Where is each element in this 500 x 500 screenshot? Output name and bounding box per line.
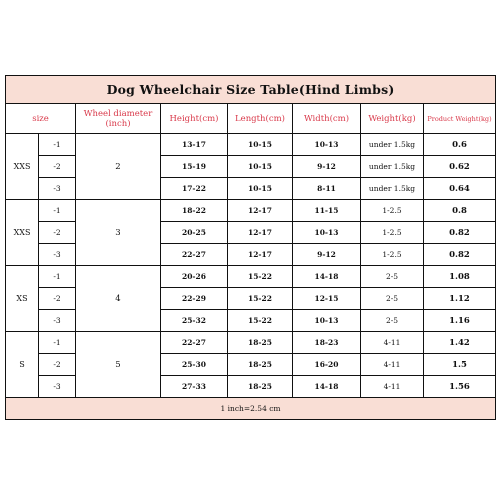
weight-cell: 1-2.5	[361, 200, 424, 222]
width-cell: 18-23	[293, 332, 361, 354]
weight-cell: 2-5	[361, 266, 424, 288]
product-weight-cell: 1.5	[424, 354, 496, 376]
product-weight-cell: 0.6	[424, 134, 496, 156]
width-cell: 10-13	[293, 222, 361, 244]
sub-size-cell: -3	[39, 310, 76, 332]
size-cell: S	[6, 332, 39, 398]
height-cell: 20-26	[161, 266, 228, 288]
height-cell: 18-22	[161, 200, 228, 222]
size-table-container	[5, 75, 495, 420]
footer-row	[6, 398, 496, 420]
header-product-weight: Product Weight(kg)	[424, 104, 496, 134]
header-weight: Weight(kg)	[361, 104, 424, 134]
header-wheel-diameter	[76, 104, 161, 134]
weight-cell: 4-11	[361, 332, 424, 354]
weight-cell: 1-2.5	[361, 222, 424, 244]
weight-cell: under 1.5kg	[361, 134, 424, 156]
product-weight-cell: 1.42	[424, 332, 496, 354]
product-weight-cell: 1.16	[424, 310, 496, 332]
length-cell: 18-25	[228, 332, 293, 354]
weight-cell: under 1.5kg	[361, 156, 424, 178]
sub-size-cell: -1	[39, 266, 76, 288]
product-weight-cell: 0.82	[424, 222, 496, 244]
sub-size-cell: -3	[39, 376, 76, 398]
wheel-diameter-cell: 5	[76, 332, 161, 398]
size-cell: XXS	[6, 200, 39, 266]
table-row	[6, 266, 496, 288]
height-cell: 13-17	[161, 134, 228, 156]
height-cell: 25-32	[161, 310, 228, 332]
size-cell: XXS	[6, 134, 39, 200]
length-cell: 12-17	[228, 200, 293, 222]
sub-size-cell: -1	[39, 200, 76, 222]
table-row	[6, 332, 496, 354]
product-weight-cell: 0.8	[424, 200, 496, 222]
sub-size-cell: -2	[39, 288, 76, 310]
length-cell: 15-22	[228, 310, 293, 332]
width-cell: 9-12	[293, 244, 361, 266]
length-cell: 18-25	[228, 376, 293, 398]
length-cell: 12-17	[228, 244, 293, 266]
length-cell: 18-25	[228, 354, 293, 376]
size-table	[5, 75, 496, 420]
footer-note: 1 inch=2.54 cm	[6, 398, 496, 420]
table-row	[6, 134, 496, 156]
height-cell: 22-29	[161, 288, 228, 310]
product-weight-cell: 1.56	[424, 376, 496, 398]
width-cell: 10-13	[293, 134, 361, 156]
weight-cell: under 1.5kg	[361, 178, 424, 200]
table-row	[6, 200, 496, 222]
sub-size-cell: -1	[39, 134, 76, 156]
product-weight-cell: 1.12	[424, 288, 496, 310]
wheel-diameter-cell: 3	[76, 200, 161, 266]
length-cell: 10-15	[228, 156, 293, 178]
table-title: Dog Wheelchair Size Table(Hind Limbs)	[6, 76, 496, 104]
wheel-diameter-cell: 2	[76, 134, 161, 200]
weight-cell: 4-11	[361, 354, 424, 376]
weight-cell: 2-5	[361, 310, 424, 332]
header-width: Width(cm)	[293, 104, 361, 134]
width-cell: 16-20	[293, 354, 361, 376]
sub-size-cell: -3	[39, 178, 76, 200]
length-cell: 15-22	[228, 266, 293, 288]
length-cell: 15-22	[228, 288, 293, 310]
product-weight-cell: 0.64	[424, 178, 496, 200]
width-cell: 8-11	[293, 178, 361, 200]
width-cell: 9-12	[293, 156, 361, 178]
height-cell: 20-25	[161, 222, 228, 244]
header-height: Height(cm)	[161, 104, 228, 134]
product-weight-cell: 0.62	[424, 156, 496, 178]
sub-size-cell: -3	[39, 244, 76, 266]
size-cell: XS	[6, 266, 39, 332]
height-cell: 22-27	[161, 332, 228, 354]
weight-cell: 2-5	[361, 288, 424, 310]
height-cell: 17-22	[161, 178, 228, 200]
product-weight-cell: 1.08	[424, 266, 496, 288]
height-cell: 15-19	[161, 156, 228, 178]
width-cell: 12-15	[293, 288, 361, 310]
header-row	[6, 104, 496, 134]
header-wheel-diameter-text: Wheel diameter (inch)	[83, 108, 153, 129]
wheel-diameter-cell: 4	[76, 266, 161, 332]
header-length: Length(cm)	[228, 104, 293, 134]
height-cell: 27-33	[161, 376, 228, 398]
width-cell: 10-13	[293, 310, 361, 332]
width-cell: 11-15	[293, 200, 361, 222]
sub-size-cell: -1	[39, 332, 76, 354]
sub-size-cell: -2	[39, 156, 76, 178]
width-cell: 14-18	[293, 266, 361, 288]
sub-size-cell: -2	[39, 354, 76, 376]
header-size: size	[6, 104, 76, 134]
length-cell: 10-15	[228, 178, 293, 200]
weight-cell: 1-2.5	[361, 244, 424, 266]
title-row	[6, 76, 496, 104]
width-cell: 14-18	[293, 376, 361, 398]
length-cell: 12-17	[228, 222, 293, 244]
sub-size-cell: -2	[39, 222, 76, 244]
height-cell: 25-30	[161, 354, 228, 376]
height-cell: 22-27	[161, 244, 228, 266]
weight-cell: 4-11	[361, 376, 424, 398]
length-cell: 10-15	[228, 134, 293, 156]
product-weight-cell: 0.82	[424, 244, 496, 266]
